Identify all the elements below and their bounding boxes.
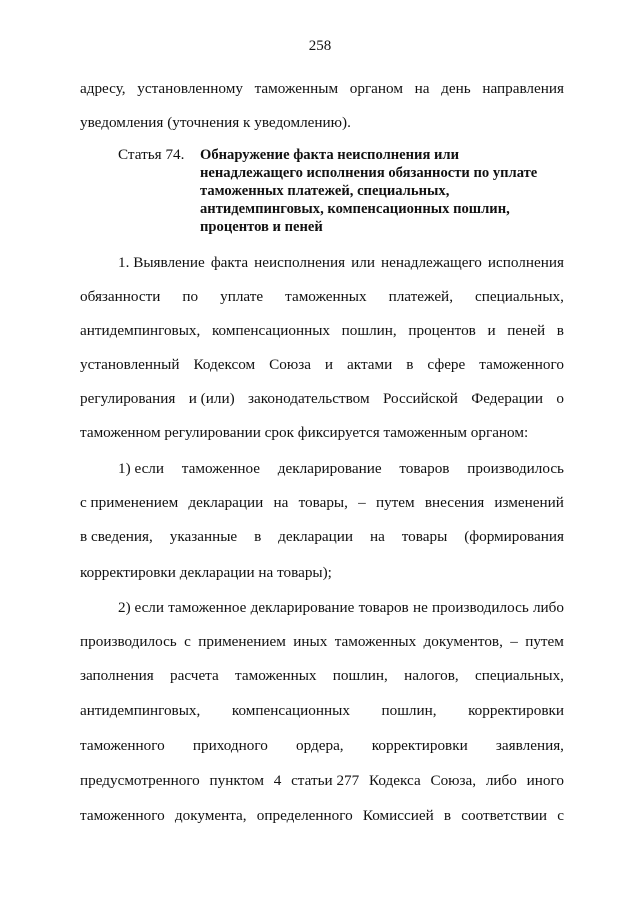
word: на <box>414 80 430 97</box>
word: установленный <box>80 356 180 373</box>
word: таможенного <box>479 356 564 373</box>
word: пунктом <box>209 772 264 789</box>
word: определенного <box>256 807 353 824</box>
body-line <box>80 736 564 756</box>
article-title-line: процентов и пеней <box>200 219 323 235</box>
word: товары <box>401 528 448 545</box>
word: производилось <box>467 460 564 477</box>
word: антидемпинговых, <box>80 702 201 719</box>
body-line <box>80 632 564 652</box>
word: пошлин, <box>341 322 397 339</box>
word: ордера, <box>296 737 344 754</box>
word: налогов, <box>404 667 459 684</box>
word: либо <box>532 599 564 616</box>
body-line <box>80 355 564 375</box>
article-title-line: антидемпинговых, компенсационных пошлин, <box>200 201 510 217</box>
word: специальных, <box>475 667 564 684</box>
word: с применением <box>80 494 179 511</box>
word: заявления, <box>495 737 564 754</box>
word: таможенное <box>181 460 260 477</box>
word: либо <box>485 772 517 789</box>
word: платежей, <box>388 288 453 305</box>
word: заполнения <box>80 667 154 684</box>
word: на <box>273 494 289 511</box>
word: – <box>510 633 518 650</box>
word: декларации <box>188 494 264 511</box>
word: таможенных <box>235 667 317 684</box>
word: 1) если <box>118 460 165 477</box>
word: декларации <box>278 528 354 545</box>
word: компенсационных <box>211 322 331 339</box>
word: иных <box>293 633 328 650</box>
body-line: таможенном регулировании срок фиксируется таможенным органом: <box>80 424 529 441</box>
word: декларирование <box>277 460 382 477</box>
word: статьи 277 <box>291 772 360 789</box>
word: Союза, <box>430 772 477 789</box>
word: неисполнения <box>254 254 346 271</box>
word: в <box>556 322 564 339</box>
word: день <box>441 80 471 97</box>
word: и <box>324 356 334 373</box>
body-line <box>80 321 564 341</box>
word: 2) если <box>118 599 165 616</box>
word: 4 <box>273 772 282 789</box>
word: с <box>184 633 191 650</box>
body-line: корректировки декларации на товары); <box>80 564 332 581</box>
intro-line <box>80 79 564 99</box>
word: пошлин, <box>381 702 437 719</box>
word: сфере <box>427 356 466 373</box>
word: факта <box>210 254 249 271</box>
word: о <box>556 390 564 407</box>
word: процентов <box>408 322 476 339</box>
word: путем <box>375 494 415 511</box>
word: Союза <box>269 356 311 373</box>
word: 1. Выявление <box>118 254 205 271</box>
body-line <box>118 598 564 618</box>
word: законодательством <box>248 390 370 407</box>
body-line <box>80 701 564 721</box>
article-title <box>200 146 540 236</box>
article-title-line: таможенных платежей, специальных, <box>200 183 450 199</box>
word: Кодекса <box>369 772 421 789</box>
body-line <box>118 253 564 273</box>
word: таможенного <box>80 737 165 754</box>
body-line <box>80 771 564 791</box>
word: уплате <box>220 288 264 305</box>
word: в <box>406 356 414 373</box>
word: товаров <box>358 599 409 616</box>
word: с <box>557 807 564 824</box>
word: или <box>351 254 375 271</box>
word: установленному <box>137 80 243 97</box>
word: пошлин, <box>332 667 388 684</box>
word: по <box>182 288 199 305</box>
word: в <box>254 528 262 545</box>
word: таможенным <box>254 80 339 97</box>
intro-line: уведомления (уточнения к уведомлению). <box>80 114 351 131</box>
word: декларирование <box>250 599 355 616</box>
word: специальных, <box>474 288 564 305</box>
word: – <box>358 494 366 511</box>
article-title-line: Обнаружение факта неисполнения или <box>200 147 460 163</box>
word: иного <box>526 772 564 789</box>
word: в <box>443 807 452 824</box>
word: производилось <box>80 633 177 650</box>
word: адресу, <box>80 80 126 97</box>
word: указанные <box>169 528 238 545</box>
word: исполнения <box>487 254 564 271</box>
word: производилось <box>432 599 529 616</box>
word: Комиссией <box>362 807 434 824</box>
word: таможенное <box>168 599 247 616</box>
word: применением <box>198 633 286 650</box>
word: корректировки <box>468 702 564 719</box>
body-line <box>80 493 564 513</box>
body-line <box>80 389 564 409</box>
word: направления <box>482 80 564 97</box>
word: в сведения, <box>80 528 153 545</box>
word: документов, <box>423 633 503 650</box>
word: не <box>412 599 428 616</box>
word: пеней <box>507 322 546 339</box>
word: Федерации <box>471 390 543 407</box>
article-title-line: ненадлежащего исполнения обязанности по уплате <box>200 165 538 181</box>
word: таможенных <box>285 288 367 305</box>
word: актами <box>347 356 393 373</box>
word: расчета <box>170 667 219 684</box>
body-line <box>80 287 564 307</box>
word: приходного <box>192 737 268 754</box>
word: изменений <box>494 494 564 511</box>
word: компенсационных <box>231 702 350 719</box>
word: соответствии <box>461 807 548 824</box>
word: антидемпинговых, <box>80 322 201 339</box>
word: путем <box>525 633 564 650</box>
body-line <box>80 806 564 826</box>
word: органом <box>349 80 403 97</box>
word: (формирования <box>464 528 564 545</box>
word: корректировки <box>371 737 468 754</box>
article-label: Статья 74. <box>118 146 185 163</box>
page-number: 258 <box>308 38 332 54</box>
word: товары, <box>298 494 348 511</box>
body-line <box>80 527 564 547</box>
word: Кодексом <box>193 356 256 373</box>
body-line <box>118 459 564 479</box>
word: регулирования <box>80 390 176 407</box>
word: Российской <box>382 390 458 407</box>
word: предусмотренного <box>80 772 200 789</box>
word: обязанности <box>80 288 161 305</box>
word: документа, <box>174 807 247 824</box>
word: и <box>487 322 496 339</box>
word: внесения <box>424 494 485 511</box>
word: на <box>369 528 385 545</box>
word: ненадлежащего <box>380 254 482 271</box>
body-line <box>80 666 564 686</box>
word: и (или) <box>188 390 235 407</box>
word: таможенного <box>80 807 165 824</box>
word: товаров <box>399 460 450 477</box>
word: таможенных <box>334 633 417 650</box>
